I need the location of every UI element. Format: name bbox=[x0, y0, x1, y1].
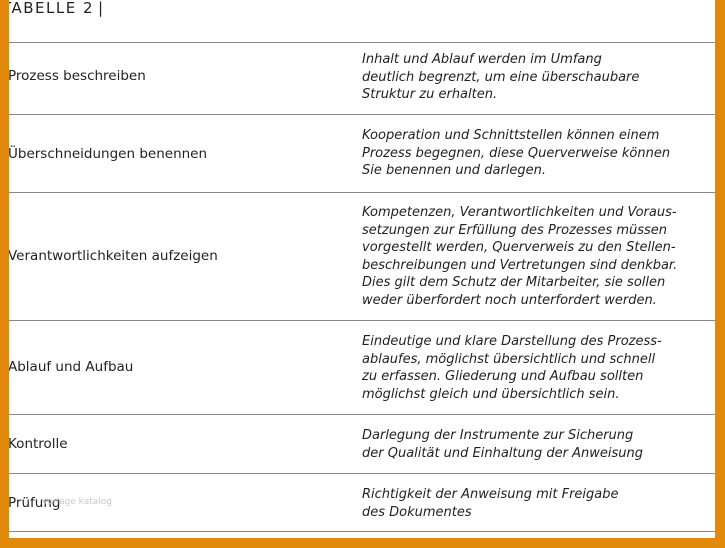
row-description: Richtigkeit der Anweisung mit Freigabe des Dokumentes bbox=[362, 487, 619, 520]
title-separator: | bbox=[98, 0, 105, 17]
row-term: Prüfung bbox=[8, 495, 61, 511]
table-row bbox=[0, 320, 716, 414]
table-bottom-rule bbox=[0, 531, 716, 532]
table-row bbox=[0, 114, 716, 192]
row-description: Inhalt und Ablauf werden im Umfang deutlich begrenzt, um eine überschaubare Struktur zu erhalten. bbox=[362, 52, 640, 103]
table-row bbox=[0, 192, 716, 320]
row-term: Verantwortlichkeiten aufzeigen bbox=[8, 248, 218, 264]
table-row bbox=[0, 42, 716, 114]
row-description: Kooperation und Schnittstellen können einem Prozess begegnen, diese Querverweise können Sie benennen und darlegen. bbox=[362, 128, 671, 179]
row-description: Darlegung der Instrumente zur Sicherung der Qualität und Einhaltung der Anweisung bbox=[362, 428, 643, 461]
row-term: Prozess beschreiben bbox=[8, 68, 146, 84]
table-title-text: TABELLE 2 bbox=[2, 0, 95, 17]
watermark: vorlage katalog bbox=[42, 497, 112, 507]
row-term: Überschneidungen benennen bbox=[8, 146, 208, 162]
table-title bbox=[2, 0, 105, 17]
table-row bbox=[0, 414, 716, 473]
row-term: Ablauf und Aufbau bbox=[8, 359, 134, 375]
row-description: Kompetenzen, Verantwortlichkeiten und Voraus- setzungen zur Erfüllung des Prozesses müssen vorgestellt werden, Querverweis zu den Stellen- beschreibungen und Vertretungen sind denkbar. Dies gilt dem Schutz der Mitarbeiter, sie sollen weder überfordert noch unterfordert werden. bbox=[362, 205, 678, 308]
row-term: Kontrolle bbox=[8, 436, 68, 452]
row-description: Eindeutige und klare Darstellung des Prozess- ablaufes, möglichst übersichtlich und schnell zu erfassen. Gliederung und Aufbau sollten möglichst gleich und übersichtlich sein. bbox=[362, 334, 662, 402]
